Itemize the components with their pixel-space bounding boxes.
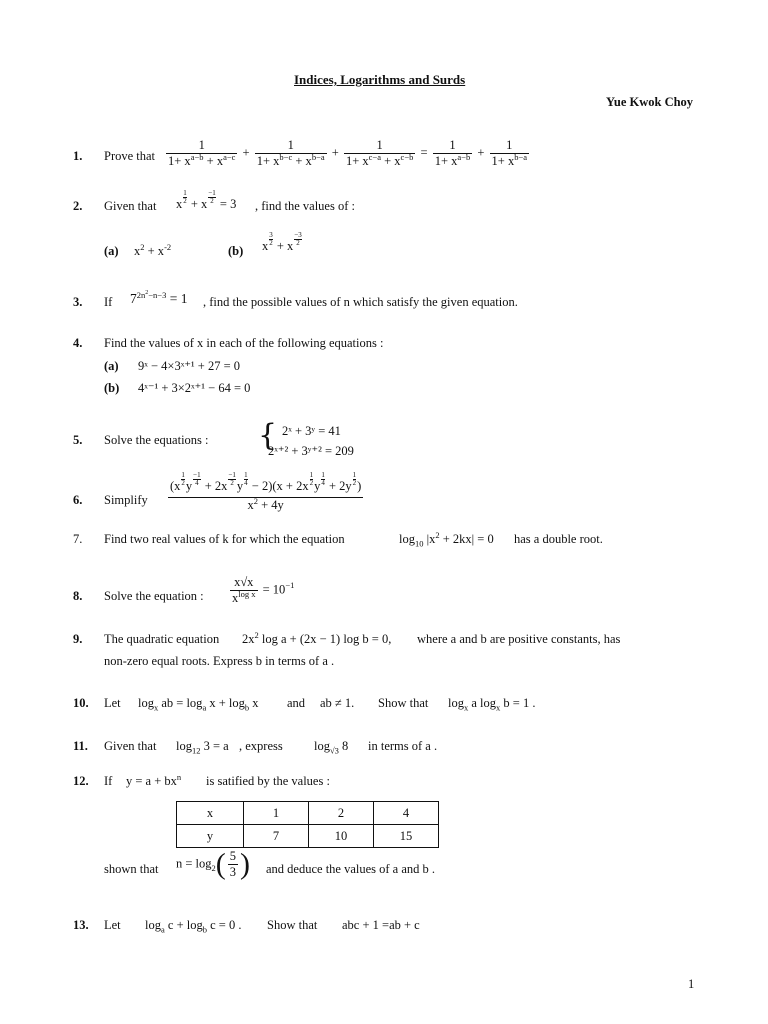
question-text: Let	[104, 696, 121, 710]
question-number: 9.	[73, 632, 83, 646]
table-cell: 7	[244, 825, 309, 848]
table-cell: 4	[374, 802, 439, 825]
equation-13b: abc + 1 =ab + c	[342, 918, 420, 932]
table-cell: y	[177, 825, 244, 848]
question-number: 1.	[73, 149, 83, 163]
question-text: Given that	[104, 739, 157, 753]
question-text: Let	[104, 918, 121, 932]
question-text: Find the values of x in each of the following equations :	[104, 336, 384, 350]
table-row	[177, 825, 439, 848]
question-text: Prove that	[104, 149, 156, 163]
page-number: 1	[688, 977, 695, 991]
part-label: (a)	[104, 244, 119, 258]
equation-4b: 4ˣ⁻¹ + 3×2ˣ⁺¹ − 64 = 0	[138, 381, 251, 395]
equation-10c: $\log_x a$ $\log_x b = 1$ .	[448, 696, 536, 713]
part-label: (b)	[228, 244, 244, 258]
document-title: Indices, Logarithms and Surds	[294, 72, 466, 87]
question-number: 10.	[73, 696, 89, 710]
question-number: 3.	[73, 295, 83, 309]
equation-12b: $n = \log_2$( $\frac{5}{3}$ )	[176, 847, 251, 881]
question-text: and	[287, 696, 306, 710]
equation-1: $\frac{1}{1+ x^{a-b} + x^{a-c}}$ + $\frac{1}{1+ x^{b-c} + x^{b-a}}$ + $\frac{1}{1+ x^{c-a} + x^{c-b}}$ = $\frac{1}{1+ x^{a-b}}$ + $\frac{1}{1+ x^{b-a}}$	[168, 138, 528, 168]
question-number: 8.	[73, 589, 83, 603]
equation-2b: x $\frac{3}{2}$ + x $\frac{-3}{2}$	[262, 231, 302, 254]
question-number: 6.	[73, 493, 83, 507]
question-text: Solve the equations :	[104, 433, 209, 447]
equation-6: (x $\frac{1}{2}$ y $\frac{-1}{4}$ + 2x $\frac{-1}{2}$ y $\frac{1}{4}$ − 2)(x + 2x $\frac{1}{2}$ y $\frac{1}{4}$ + 2y $\frac{1}{2}$ ) $x^2 + 4y$	[170, 471, 362, 513]
question-text: where a and b are positive constants, has	[417, 632, 621, 646]
part-label: (b)	[104, 381, 120, 395]
question-text: , find the possible values of n which satisfy the given equation.	[203, 295, 518, 309]
table-row	[177, 802, 439, 825]
question-text: Show that	[378, 696, 429, 710]
question-text: Find two real values of k for which the equation	[104, 532, 345, 546]
question-text: If	[104, 295, 113, 309]
question-text: Given that	[104, 199, 157, 213]
equation-7: $\log_{10} |x^2 + 2kx| = 0$	[399, 529, 494, 549]
question-text: , find the values of :	[255, 199, 355, 213]
question-text: in terms of a .	[368, 739, 438, 753]
equation-10b: ab ≠ 1.	[320, 696, 355, 710]
part-label: (a)	[104, 359, 119, 373]
question-number: 7.	[73, 532, 83, 546]
question-text: The quadratic equation	[104, 632, 220, 646]
equation-13a: $\log_a c + \log_b c = 0$ .	[145, 918, 242, 935]
question-text: , express	[239, 739, 283, 753]
equation-11b: $\log_{√3} 8$	[314, 739, 349, 756]
equation-2: x $\frac{1}{2}$ + x $\frac{-1}{2}$ = 3	[176, 189, 237, 212]
question-number: 11.	[73, 739, 88, 753]
table-cell: 1	[244, 802, 309, 825]
question-text: Show that	[267, 918, 318, 932]
question-number: 2.	[73, 199, 83, 213]
question-text: non-zero equal roots. Express b in terms of a .	[104, 654, 335, 668]
equation-12: $y = a + bx^n$	[126, 771, 182, 788]
question-text: If	[104, 774, 113, 788]
table-cell: 2	[309, 802, 374, 825]
values-table	[176, 801, 439, 848]
equation-5a: 2ˣ + 3ʸ = 41	[282, 424, 341, 438]
equation-8: $\frac{x√x}{x^{log x}}$ = $10^{-1}$	[232, 575, 295, 605]
question-text: shown that	[104, 862, 159, 876]
question-text: Solve the equation :	[104, 589, 204, 603]
author-name: Yue Kwok Choy	[606, 95, 694, 109]
equation-5b: 2ˣ⁺² + 3ʸ⁺² = 209	[268, 444, 354, 458]
table-cell: 10	[309, 825, 374, 848]
question-number: 12.	[73, 774, 89, 788]
brace-symbol: {	[258, 418, 278, 453]
equation-9: $2x^2$ log a + (2x − 1) log b = 0,	[242, 629, 392, 646]
question-number: 4.	[73, 336, 83, 350]
question-text: has a double root.	[514, 532, 603, 546]
equation-11a: $\log_{12} 3 = a$	[176, 739, 229, 756]
question-text: Simplify	[104, 493, 148, 507]
table-cell: 15	[374, 825, 439, 848]
equation-2a: $x^2 + x^{-2}$	[134, 241, 172, 258]
question-number: 13.	[73, 918, 89, 932]
equation-4a: 9ˣ − 4×3ˣ⁺¹ + 27 = 0	[138, 359, 241, 373]
table-cell: x	[177, 802, 244, 825]
equation-3: $7^{2n^2-n-3} = 1$	[130, 289, 188, 306]
question-number: 5.	[73, 433, 83, 447]
question-text: and deduce the values of a and b .	[266, 862, 436, 876]
equation-10a: $\log_x$ ab = $\log_a x + \log_b x$	[138, 696, 259, 713]
question-text: is satified by the values :	[206, 774, 330, 788]
